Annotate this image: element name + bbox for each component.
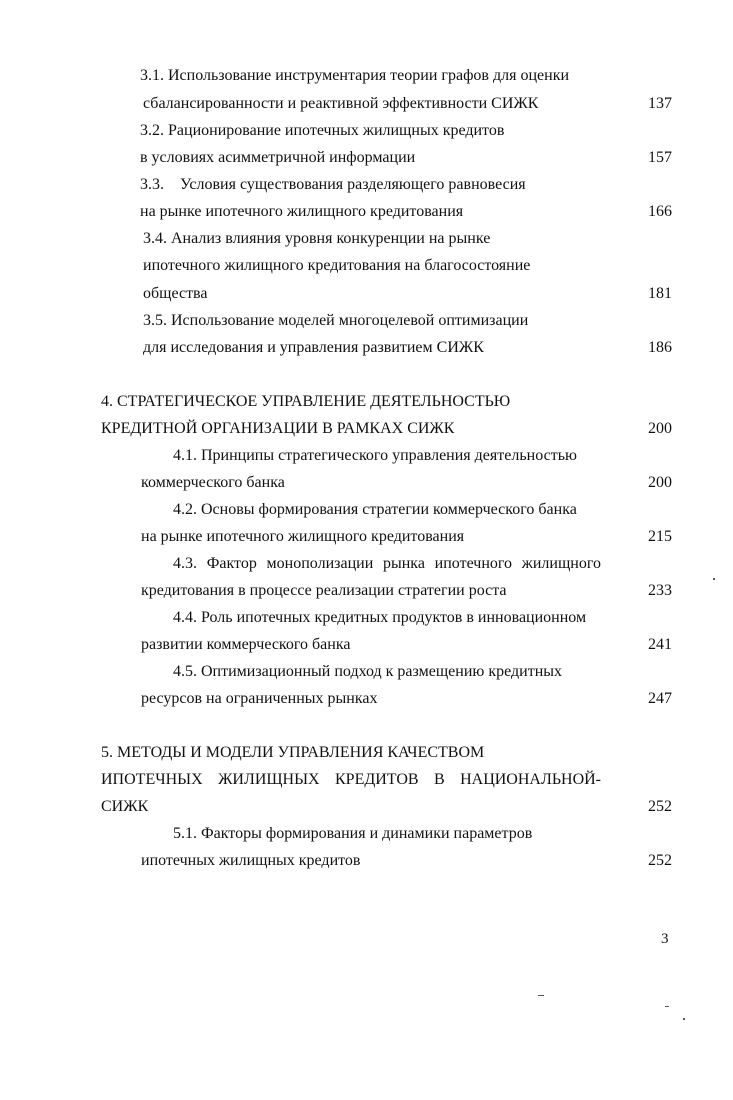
toc-entry-5-1-line-1: 5.1. Факторы формирования и динамики параметров [173,825,533,842]
toc-entry-3-3-line-2: на рынке ипотечного жилищного кредитования [140,203,464,220]
toc-chapter-4-line-1: 4. СТРАТЕГИЧЕСКОЕ УПРАВЛЕНИЕ ДЕЯТЕЛЬНОСТЬЮ [101,393,511,410]
toc-entry-5-1-line-2: ипотечных жилищных кредитов [141,852,361,869]
toc-entry-3-4-line-2: ипотечного жилищного кредитования на благосостояние [143,257,531,274]
toc-entry-4-5-line-1: 4.5. Оптимизационный подход к размещению кредитных [173,663,563,680]
toc-entry-5-1-page: 252 [648,852,672,869]
toc-chapter-5-line-2: ИПОТЕЧНЫХ ЖИЛИЩНЫХ КРЕДИТОВ В НАЦИОНАЛЬНОЙ- [101,771,601,788]
toc-chapter-5-line-1: 5. МЕТОДЫ И МОДЕЛИ УПРАВЛЕНИЯ КАЧЕСТВОМ [101,744,485,761]
toc-entry-3-2-page: 157 [648,149,672,166]
toc-entry-4-4-line-1: 4.4. Роль ипотечных кредитных продуктов в инновационном [173,609,587,626]
toc-entry-4-3-line-2: кредитования в процессе реализации стратегии роста [141,582,507,599]
toc-entry-3-3-page: 166 [648,203,672,220]
toc-entry-3-1-line-2: сбалансированности и реактивной эффективности СИЖК [143,95,539,112]
toc-entry-4-1-page: 200 [648,474,672,491]
toc-entry-4-4-line-2: развитии коммерческого банка [141,636,351,653]
toc-entry-4-5-page: 247 [648,690,672,707]
toc-chapter-4-page: 200 [648,420,672,437]
toc-entry-3-3-line-1: 3.3. Условия существования разделяющего равновесия [140,176,526,193]
toc-chapter-5-line-3: СИЖК [101,798,149,815]
toc-entry-3-2-line-2: в условиях асимметричной информации [140,149,416,166]
toc-entry-3-4-page: 181 [648,285,672,302]
toc-entry-3-2-line-1: 3.2. Рационирование ипотечных жилищных кредитов [140,122,505,139]
scan-speck [713,578,715,580]
toc-entry-4-2-line-2: на рынке ипотечного жилищного кредитования [141,528,465,545]
toc-entry-4-1-line-1: 4.1. Принципы стратегического управления деятельностью [173,447,577,464]
toc-entry-3-1-line-1: 3.1. Использование инструментария теории графов для оценки [140,67,570,84]
toc-entry-3-5-line-2: для исследования и управления развитием СИЖК [143,339,484,356]
toc-chapter-5-page: 252 [648,798,672,815]
toc-entry-4-3-line-1: 4.3. Фактор монополизации рынка ипотечного жилищного [173,555,601,572]
toc-entry-3-5-page: 186 [648,339,672,356]
toc-entry-4-3-page: 233 [648,582,672,599]
scan-speck [538,995,544,996]
toc-chapter-4-line-2: КРЕДИТНОЙ ОРГАНИЗАЦИИ В РАМКАХ СИЖК [101,420,455,437]
toc-entry-4-4-page: 241 [648,636,672,653]
toc-entry-4-2-line-1: 4.2. Основы формирования стратегии коммерческого банка [173,501,577,518]
scan-speck [665,1006,669,1007]
toc-entry-3-1-page: 137 [648,95,672,112]
toc-entry-4-2-page: 215 [648,528,672,545]
page-number: 3 [661,931,669,947]
toc-entry-4-5-line-2: ресурсов на ограниченных рынках [141,690,378,707]
toc-entry-4-1-line-2: коммерческого банка [141,474,285,491]
toc-entry-3-4-line-1: 3.4. Анализ влияния уровня конкуренции на рынке [143,230,491,247]
toc-entry-3-4-line-3: общества [143,285,208,302]
scan-speck [683,1018,685,1020]
toc-entry-3-5-line-1: 3.5. Использование моделей многоцелевой оптимизации [143,312,529,329]
